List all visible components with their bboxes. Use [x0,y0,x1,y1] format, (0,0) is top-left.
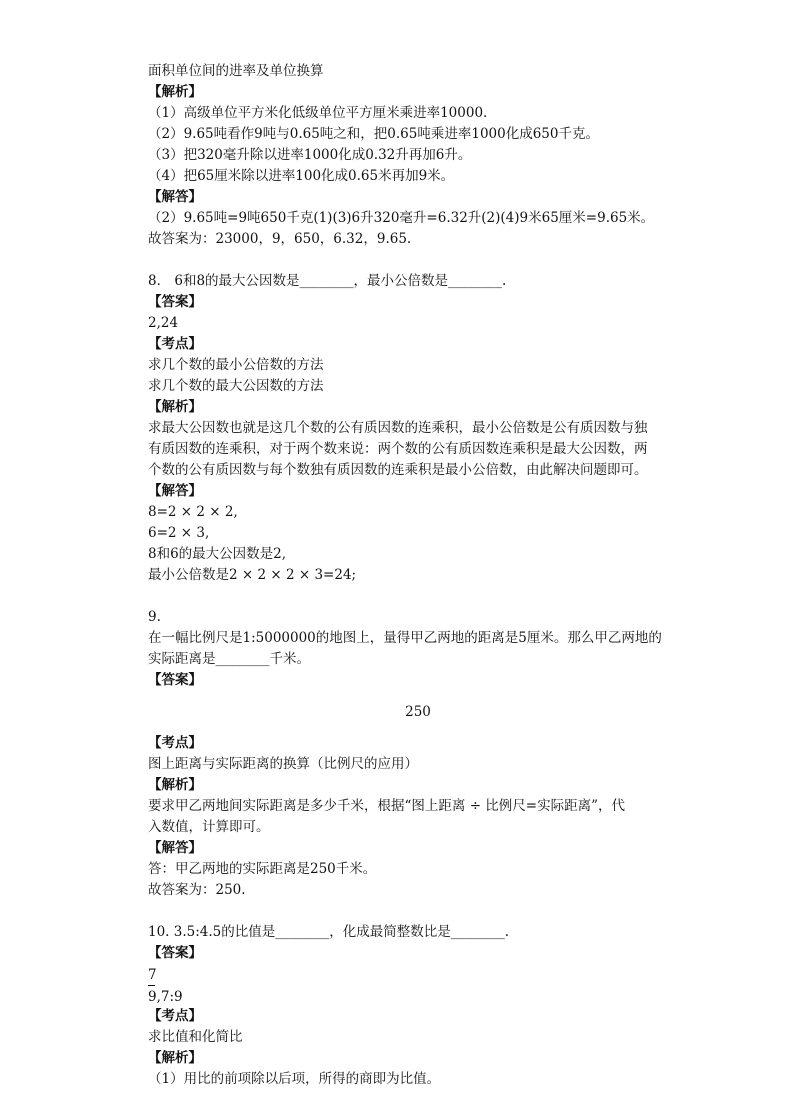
jieda-line: 答：甲乙两地的实际距离是250千米。 [148,861,377,877]
jiexi-line: （4）把65厘米除以进率100化成0.65米再加9米。 [148,168,455,184]
jiexi-line: 求最大公因数也就是这几个数的公有质因数的连乘积，最小公倍数是公有质因数与独 [148,420,648,436]
kaodian-text: 求比值和化简比 [148,1029,243,1045]
jiexi-line: 有质因数的连乘积，对于两个数来说：两个数的公有质因数连乘积是最大公因数，两 [148,441,648,457]
jiexi-line: （2）9.65吨看作9吨与0.65吨之和，把0.65吨乘进率1000化成650千克。 [148,126,599,142]
jiexi-label: 【解析】 [148,777,202,793]
question-8: 8． 6和8的最大公因数是________，最小公倍数是________. [148,273,507,289]
spacer [148,586,688,607]
jiexi-label: 【解析】 [148,399,202,415]
jieda-label: 【解答】 [148,483,202,499]
daan-label: 【答案】 [148,672,202,688]
jieda-line: 8和6的最大公因数是2, [148,546,287,562]
jiexi-line: （1）高级单位平方米化低级单位平方厘米乘进率10000. [148,105,488,121]
jiexi-line: 要求甲乙两地间实际距离是多少千米，根据“图上距离 ÷ 比例尺=实际距离”，代 [148,798,626,814]
question-10: 10. 3.5:4.5的比值是________，化成最简整数比是________. [148,924,510,940]
jieda-line: 6=2 × 3, [148,525,210,541]
jieda-line: 最小公倍数是2 × 2 × 2 × 3=24; [148,567,357,583]
kaodian-text: 图上距离与实际距离的换算（比例尺的应用） [148,756,418,772]
jiexi-line: 入数值，计算即可。 [148,819,270,835]
question-9-number: 9. [148,609,161,625]
answer-8: 2,24 [148,315,179,331]
fraction-numerator: 7 [148,967,157,983]
jiexi-line: （1）用比的前项除以后项，所得的商即为比值。 [148,1071,441,1087]
kaodian-line: 求几个数的最小公倍数的方法 [148,357,324,373]
jieda-line: 8=2 × 2 × 2, [148,504,238,520]
kaodian-label: 【考点】 [148,735,202,751]
kaodian-line: 求几个数的最大公因数的方法 [148,378,324,394]
jieda-line: 故答案为：250. [148,882,246,898]
kaodian-label: 【考点】 [148,336,202,352]
jieda-line: 故答案为：23000，9，650，6.32，9.65. [148,231,412,247]
question-9-line: 实际距离是________千米。 [148,651,310,667]
jiexi-label: 【解析】 [148,1050,202,1066]
daan-label: 【答案】 [148,945,202,961]
jieda-line: （2）9.65吨=9吨650千克(1)(3)6升320毫升=6.32升(2)(4)9米65厘米=9.65米。 [148,210,655,226]
spacer [148,250,688,271]
jiexi-line: 个数的公有质因数与每个数独有质因数的连乘积是最小公倍数，由此解决问题即可。 [148,462,648,478]
fraction-denominator-line: 9,7:9 [148,989,183,1005]
answer-10-fraction [148,968,688,1006]
jiexi-line: （3）把320毫升除以进率1000化成0.32升再加6升。 [148,147,472,163]
daan-label: 【答案】 [148,294,202,310]
kaodian-label: 【考点】 [148,1008,202,1024]
kaodian-text: 面积单位间的进率及单位换算 [148,63,324,79]
question-9-line: 在一幅比例尺是1:5000000的地图上，量得甲乙两地的距离是5厘米。那么甲乙两地的 [148,630,662,646]
spacer [148,901,688,922]
jieda-label: 【解答】 [148,840,202,856]
fraction-bar [148,985,155,986]
document-page [148,61,688,1090]
jiexi-label: 【解析】 [148,84,202,100]
answer-9: 250 [405,704,431,720]
jieda-label: 【解答】 [148,189,202,205]
